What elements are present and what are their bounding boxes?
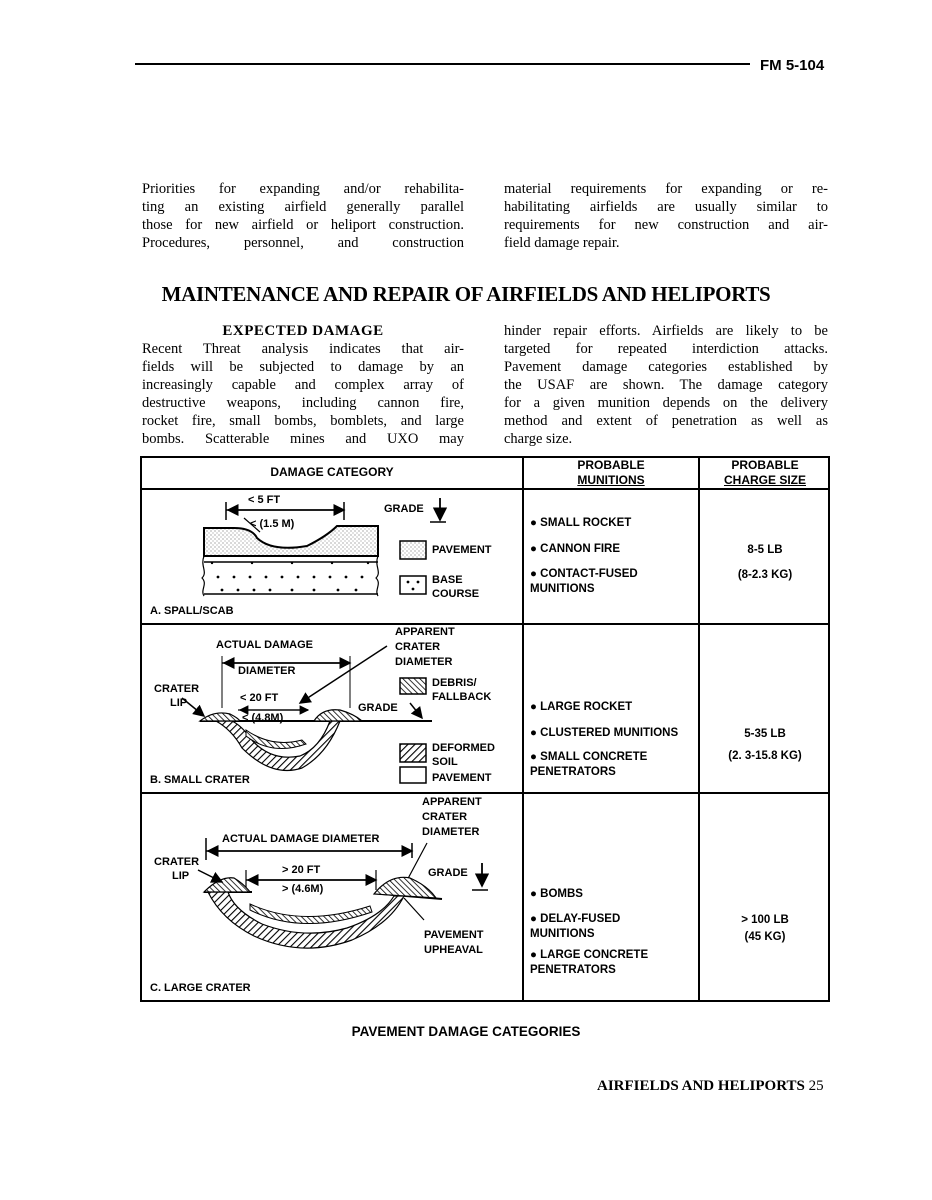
label-text: CRATER	[154, 856, 200, 868]
label-text: PAVEMENT	[424, 929, 484, 941]
munition-item: ● DELAY-FUSED MUNITIONS	[530, 913, 621, 940]
document-id: FM 5-104	[760, 57, 825, 74]
label-text: UPHEAVAL	[424, 944, 483, 956]
text-line: the USAF are shown. The damage category	[504, 377, 828, 393]
diameter-label: DIAMETER	[238, 665, 296, 677]
header-probable-charge-size	[700, 458, 830, 488]
label-text: LIP	[172, 870, 190, 882]
text-line: charge size.	[504, 431, 573, 447]
intro-left-column	[142, 180, 464, 252]
charge-size	[700, 912, 830, 946]
pavement-legend-label: PAVEMENT	[432, 772, 492, 784]
soil-legend-label	[432, 741, 495, 769]
page-footer	[597, 1078, 824, 1095]
base-course-legend-swatch	[400, 576, 426, 594]
text-line: habilitating airfields are usually similar to	[504, 199, 828, 215]
debris-lip	[204, 878, 250, 892]
legend-text: BASE	[432, 574, 463, 586]
text-line: increasingly capable and complex array of	[142, 377, 464, 393]
page-number: 25	[808, 1078, 824, 1094]
legend-text: SOIL	[432, 756, 458, 768]
header-damage-category: DAMAGE CATEGORY	[270, 465, 394, 479]
charge-size	[700, 542, 830, 584]
text-line: rocket fire, small bombs, bomblets, and large	[142, 413, 464, 429]
charge-size	[700, 726, 830, 765]
apparent-crater-label	[422, 795, 482, 840]
break-line	[202, 556, 204, 596]
category-label-a: A. SPALL/SCAB	[150, 605, 234, 617]
pavement-legend-label: PAVEMENT	[432, 544, 492, 556]
header-rule	[135, 63, 750, 65]
grade-label: GRADE	[358, 702, 398, 714]
text-line: destructive weapons, including cannon fire,	[142, 395, 464, 411]
munition-item: ● SMALL CONCRETE PENETRATORS	[530, 751, 648, 778]
pavement-legend-swatch	[400, 767, 426, 783]
debris-lip	[314, 710, 362, 721]
text-line: fields will be subjected to damage by an	[142, 359, 464, 375]
label-text: DIAMETER	[422, 826, 480, 838]
footer-section: AIRFIELDS AND HELIPORTS	[597, 1078, 805, 1094]
text-line: hinder repair efforts. Airfields are likely to be	[504, 323, 828, 339]
legend-text: FALLBACK	[432, 691, 492, 703]
label-text: DIAMETER	[395, 656, 453, 668]
header-text: PROBABLE	[731, 458, 799, 472]
base-course-dots	[211, 562, 369, 592]
text-line: field damage repair.	[504, 235, 620, 251]
apparent-crater-label	[395, 625, 455, 670]
charge-value: (8-2.3 KG)	[737, 569, 793, 581]
small-crater-width-label: < 20 FT	[240, 692, 279, 704]
munition-item: ● CANNON FIRE	[530, 543, 621, 555]
large-crater-depth-label: > (4.6M)	[282, 883, 324, 895]
text-line: targeted for repeated interdiction attacks.	[504, 341, 828, 357]
munition-item: ● SMALL ROCKET	[530, 517, 632, 529]
text-line: Pavement damage categories established by	[504, 359, 828, 375]
damage-category-table	[140, 456, 830, 1002]
text-line: ting an existing airfield generally parallel	[142, 199, 464, 215]
spall-depth-label: < (1.5 M)	[250, 518, 295, 530]
header-text: PROBABLE	[577, 458, 645, 472]
grade-label: GRADE	[384, 503, 424, 515]
text-line: those for new airfield or heliport construction.	[142, 217, 464, 233]
debris-legend-swatch	[400, 678, 426, 694]
leader-arrow	[300, 646, 387, 703]
text-line: bombs. Scatterable mines and UXO may	[142, 431, 464, 447]
text-line: material requirements for expanding or re-	[504, 181, 828, 197]
label-text: APPARENT	[422, 796, 482, 808]
debris-lip	[374, 877, 436, 898]
label-text: CRATER	[422, 811, 468, 823]
header-text: CHARGE SIZE	[723, 473, 806, 487]
spall-width-label: < 5 FT	[248, 494, 281, 506]
damage-diagrams	[142, 458, 522, 1002]
label-text: APPARENT	[395, 626, 455, 638]
label-text: CRATER	[154, 683, 200, 695]
label-text: CRATER	[395, 641, 441, 653]
pavement-legend-swatch	[400, 541, 426, 559]
text-line: Priorities for expanding and/or rehabilita-	[142, 181, 464, 197]
munition-item: ● BOMBS	[530, 888, 583, 900]
munition-item: ● LARGE ROCKET	[530, 701, 633, 713]
text-line: method and extent of penetration as well as	[504, 413, 828, 429]
table-divider	[522, 458, 524, 1000]
section-title: MAINTENANCE AND REPAIR OF AIRFIELDS AND HELIPORTS	[161, 282, 771, 306]
charge-value: (45 KG)	[744, 931, 786, 943]
munition-item: ● CLUSTERED MUNITIONS	[530, 727, 679, 739]
category-label-b: B. SMALL CRATER	[150, 774, 250, 786]
small-crater-depth-label: < (4.8M)	[242, 712, 284, 724]
charge-value: > 100 LB	[741, 914, 789, 926]
leader-line	[404, 898, 424, 920]
actual-damage-label: ACTUAL DAMAGE DIAMETER	[222, 833, 380, 845]
text-line: Procedures, personnel, and construction	[142, 235, 464, 251]
legend-text: DEFORMED	[432, 742, 495, 754]
debris-lip	[200, 713, 240, 721]
expected-damage-heading: EXPECTED DAMAGE	[222, 323, 384, 339]
text-line: Recent Threat analysis indicates that air-	[142, 341, 464, 357]
crater-lip-label	[154, 682, 199, 710]
grade-arrow	[410, 703, 422, 718]
pavement-slab	[204, 526, 378, 556]
figure-caption: PAVEMENT DAMAGE CATEGORIES	[351, 1024, 581, 1039]
base-course-legend-label	[432, 573, 479, 601]
large-crater-width-label: > 20 FT	[282, 864, 321, 876]
text-line: for a given munition depends on the delivery	[504, 395, 828, 411]
pavement-upheaval-label	[424, 928, 484, 958]
charge-value: (2. 3-15.8 KG)	[728, 750, 802, 762]
header-text: MUNITIONS	[577, 473, 645, 487]
debris-legend-label	[432, 676, 491, 704]
expected-damage-left-column	[142, 322, 464, 448]
grade-label: GRADE	[428, 867, 468, 879]
munition-item: ● LARGE CONCRETE PENETRATORS	[530, 949, 649, 976]
charge-value: 5-35 LB	[744, 728, 786, 740]
legend-text: COURSE	[432, 588, 480, 600]
text-line: requirements for new construction and air-	[504, 217, 828, 233]
intro-right-column	[504, 180, 828, 252]
actual-damage-label: ACTUAL DAMAGE	[216, 639, 313, 651]
debris-fallback	[250, 904, 372, 924]
expected-damage-right-column	[504, 322, 828, 448]
munition-item: ● CONTACT-FUSED MUNITIONS	[530, 568, 638, 595]
leader-arrow	[198, 870, 222, 882]
crater-lip-label	[154, 855, 199, 883]
header-probable-munitions	[524, 458, 698, 488]
category-label-c: C. LARGE CRATER	[150, 982, 251, 994]
charge-value: 8-5 LB	[747, 544, 783, 556]
label-text: LIP	[170, 697, 188, 709]
legend-text: DEBRIS/	[432, 677, 477, 689]
soil-legend-swatch	[400, 744, 426, 762]
